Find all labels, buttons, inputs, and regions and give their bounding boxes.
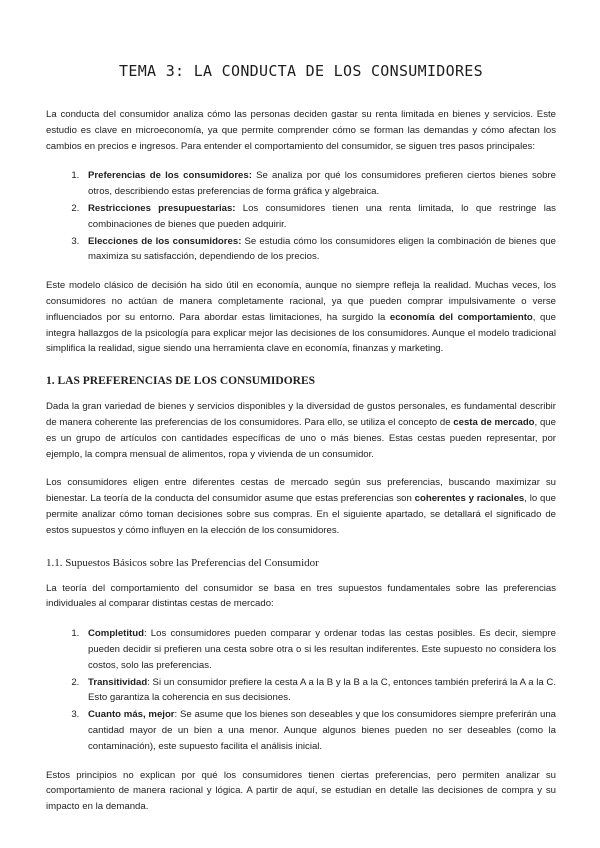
paragraph-text: , lo que permite analizar cómo toman decisiones sobre sus compras. En el siguiente apartado, se detallará el significado de estos supuestos y cómo influyen en la elección de los consumidores. [46,493,556,536]
list-item [82,201,556,233]
highlight-term: coherentes y racionales [414,493,525,505]
paragraph-text: Los consumidores eligen entre diferentes cestas de mercado según sus preferencias, buscando maximizar su bienestar. La teoría de la conducta del consumidor asume que estas preferencias son [46,477,556,505]
assumption-term: Completitud [88,628,144,640]
market-basket-paragraph [46,399,556,462]
list-item [82,626,556,673]
list-item [82,168,556,200]
highlight-term: economía del comportamiento [389,311,533,323]
list-item [82,707,556,754]
paragraph-text: , que es un grupo de artículos con cantidades específicas de uno o más bienes. Estas cestas pueden representar, por ejemplo, la compra mensual de alimentos, ropa y vivienda de un consumidor. [46,416,556,460]
intro-paragraph: La conducta del consumidor analiza cómo las personas deciden gastar su renta limitada en bienes y servicios. Este estudio es clave en microeconomía, ya que permite comprender cómo se forman las demandas y cómo afectan los cambios en precios e ingresos. Para entender el comportamiento del consumidor, se siguen tres pasos principales: [46,109,556,152]
steps-list [46,168,556,265]
step-term: Restricciones presupuestarias: [88,202,236,214]
step-term: Elecciones de los consumidores: [88,235,242,247]
step-text: Se estudia cómo los consumidores eligen la combinación de bienes que maximiza su satisfacción, dependiendo de los precios. [88,235,556,263]
assumption-text: : Los consumidores pueden comparar y ordenar todas las cestas posibles. Es decir, siempre pueden decidir si prefieren una cesta sobre otra o si les resultan indiferentes. Este supuesto no considera los costos, solo las preferencias. [88,628,556,671]
assumptions-list [46,626,556,754]
step-text: Los consumidores tienen una renta limitada, lo que restringe las combinaciones de bienes que pueden adquirir. [88,202,556,230]
section-heading-1-1: 1.1. Supuestos Básicos sobre las Preferencias del Consumidor [46,556,319,569]
step-term: Preferencias de los consumidores: [88,170,252,182]
assumption-text: : Si un consumidor prefiere la cesta A a la B y la B a la C, entonces también preferirá la A a la C. Esto garantiza la coherencia en sus decisiones. [88,676,556,704]
page-title: TEMA 3: LA CONDUCTA DE LOS CONSUMIDORES [119,62,483,80]
paragraph-text: Este modelo clásico de decisión ha sido útil en economía, aunque no siempre refleja la realidad. Muchas veces, los consumidores no actúan de manera completamente racional, ya que pueden comprar impulsivamente o verse influenciados por su entorno. Para abordar estas limitaciones, ha surgido la [46,280,556,323]
assumption-term: Cuanto más, mejor [88,709,175,721]
list-item [82,234,556,266]
list-item [82,675,556,707]
paragraph-text: , que integra hallazgos de la psicología para explicar mejor las decisiones de los consumidores. Aunque el modelo tradicional simplifica la realidad, sigue siendo una herramienta clave en economía, finanzas y marketing. [46,311,556,355]
behavioral-economics-paragraph [46,278,556,357]
step-text: Se analiza por qué los consumidores prefieren ciertos bienes sobre otros, describiendo estas preferencias de forma gráfica y algebraica. [88,170,557,198]
rational-preferences-paragraph [46,475,556,538]
closing-paragraph: Estos principios no explican por qué los consumidores tienen ciertas preferencias, pero permiten analizar su comportamiento de manera racional y lógica. A partir de aquí, se estudian en detalle las decisiones de compra y su impacto en la demanda. [46,769,556,813]
assumptions-intro-paragraph: La teoría del comportamiento del consumidor se basa en tres supuestos fundamentales sobre las preferencias individuales al comparar distintas cestas de mercado: [46,582,556,610]
paragraph-text: Dada la gran variedad de bienes y servicios disponibles y la diversidad de gustos personales, es fundamental describir de manera coherente las preferencias de los consumidores. Para ello, se utiliza el concepto de [46,401,556,428]
highlight-term: cesta de mercado [453,416,535,428]
assumption-term: Transitividad [88,676,148,688]
assumption-text: : Se asume que los bienes son deseables y que los consumidores siempre preferirán una cantidad mayor de un bien a una menor. Aunque algunos bienes pueden no ser deseables (como la contaminación), este supuesto facilita el análisis inicial. [88,709,556,752]
section-heading-1: 1. LAS PREFERENCIAS DE LOS CONSUMIDORES [46,375,316,388]
